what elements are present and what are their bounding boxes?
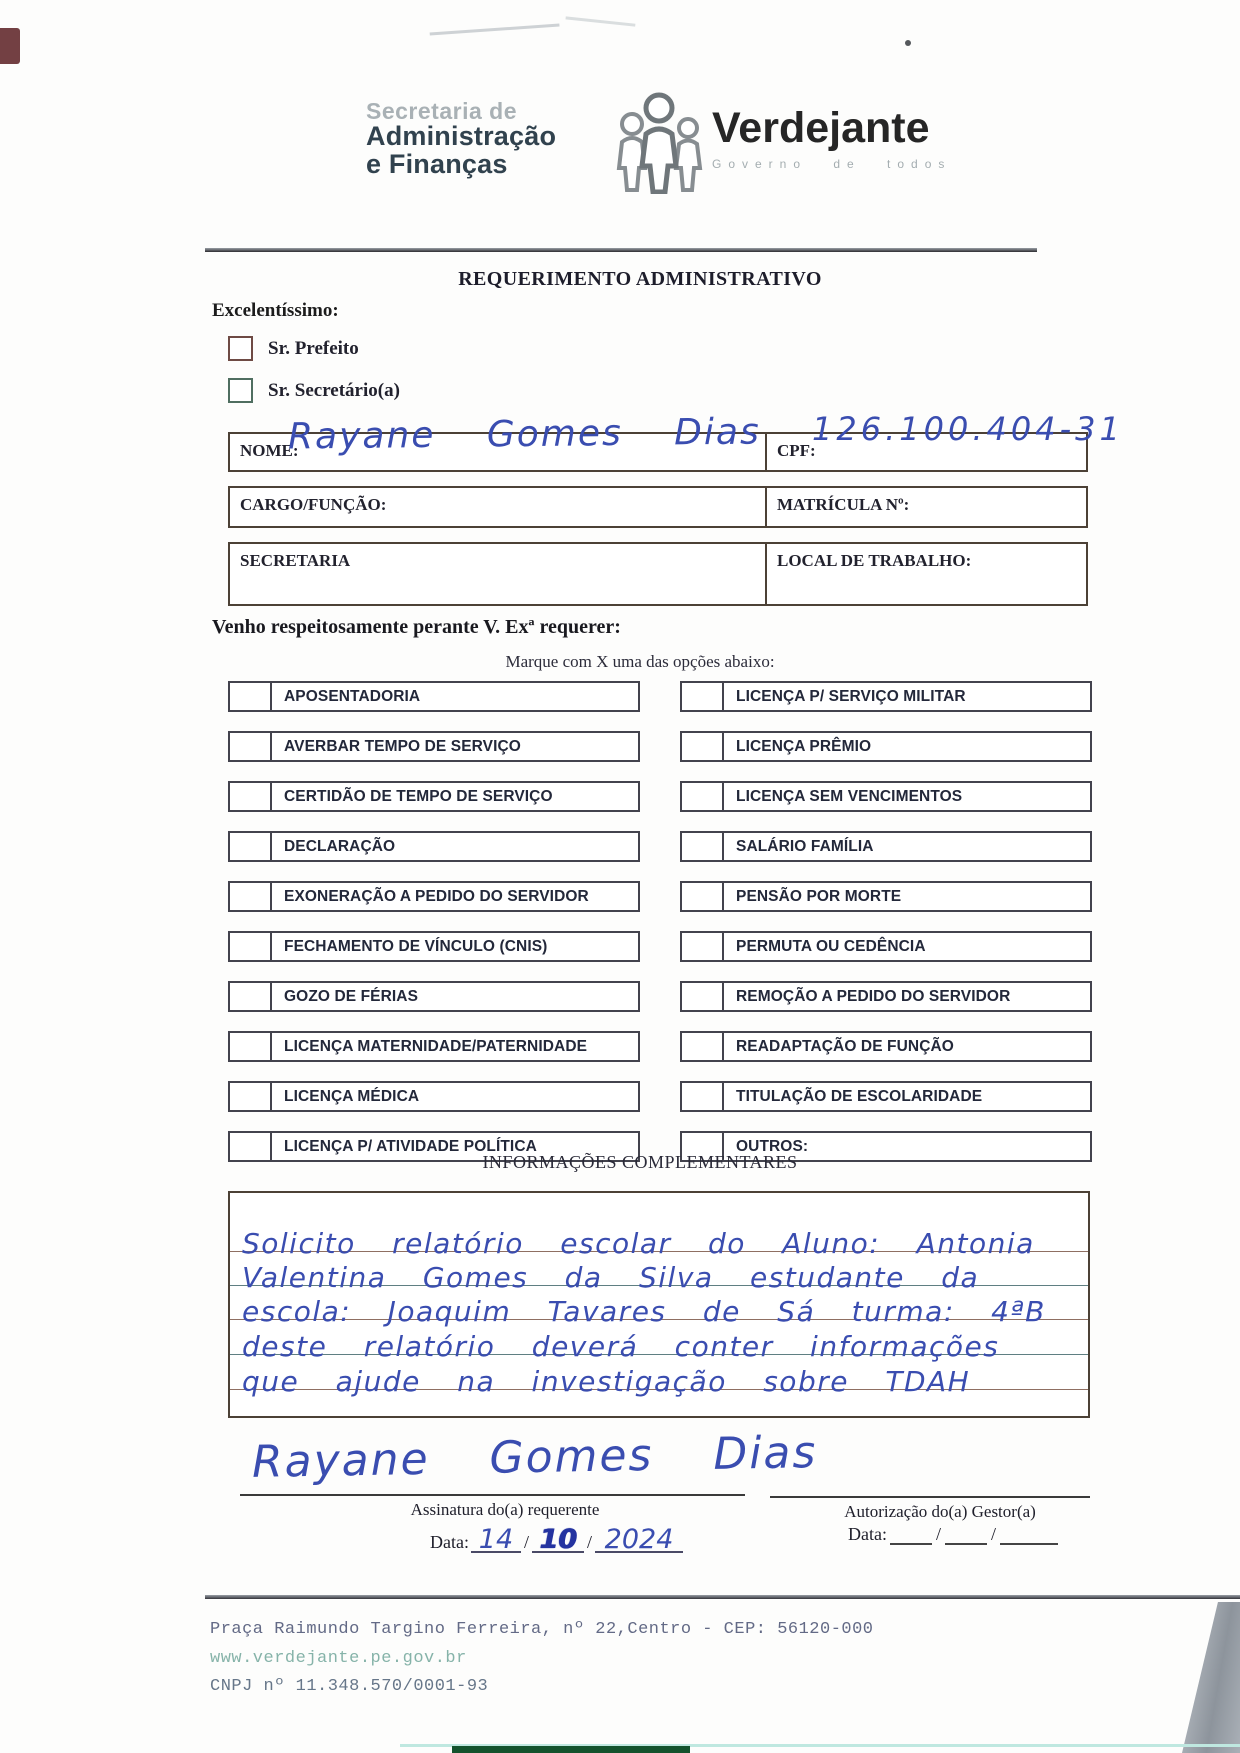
option-checkbox[interactable] [230,683,272,710]
cargo-field[interactable] [230,488,767,526]
scan-artifact-wedge [1182,1602,1240,1753]
handwritten-date-day: 14 [478,1524,514,1555]
request-intro: Venho respeitosamente perante V. Exª requerer: [212,616,621,638]
options-column-left [228,681,640,1181]
option-row [680,681,1092,712]
option-row [228,831,640,862]
option-label: LICENÇA P/ ATIVIDADE POLÍTICA [284,1138,537,1155]
option-checkbox[interactable] [682,683,724,710]
option-checkbox[interactable] [230,733,272,760]
footer-divider [205,1595,1240,1599]
complementary-title: INFORMAÇÕES COMPLEMENTARES [482,1152,798,1172]
checkbox[interactable] [228,378,253,403]
options-column-right [680,681,1092,1181]
org-line3: e Finanças [366,148,508,179]
option-checkbox[interactable] [230,1033,272,1060]
option-row [228,881,640,912]
handwritten-date-month: 10 [539,1524,577,1555]
option-label: LICENÇA MÉDICA [284,1088,420,1105]
local-label: LOCAL DE TRABALHO: [777,551,972,570]
field-row-cargo-matricula [228,486,1088,528]
date-month-field[interactable] [532,1520,584,1553]
option-label: GOZO DE FÉRIAS [284,988,419,1005]
option-row [228,1081,640,1112]
option-row [228,931,640,962]
complementary-line-row [230,1252,1088,1294]
complementary-line-row [230,1390,1088,1416]
scan-artifact-green-bar [452,1746,690,1753]
option-label: SALÁRIO FAMÍLIA [736,838,874,855]
option-label: TITULAÇÃO DE ESCOLARIDADE [736,1088,983,1105]
handwritten-text: Valentina Gomes da Silva estudante da [242,1261,980,1294]
nome-label: NOME: [240,441,299,460]
option-checkbox[interactable] [682,983,724,1010]
option-label: LICENÇA PRÊMIO [736,738,872,755]
addressee-option [228,378,400,403]
option-row [680,781,1092,812]
handwritten-cpf: 126.100.404-31 [812,410,1124,448]
option-label: PERMUTA OU CEDÊNCIA [736,938,926,955]
date-slash: / [523,1532,529,1552]
addressee-option [228,336,400,361]
date-slash: / [935,1524,941,1544]
mark-instruction: Marque com X uma das opções abaixo: [505,652,775,671]
option-label: DECLARAÇÃO [284,838,396,855]
option-checkbox[interactable] [682,933,724,960]
signature-caption: Assinatura do(a) requerente [410,1500,600,1519]
complementary-line-row [230,1193,1088,1260]
handwritten-date-year: 2024 [604,1524,674,1555]
authorization-caption: Autorização do(a) Gestor(a) [844,1502,1036,1521]
brand-block [712,104,951,171]
brand-name: Verdejante [712,104,930,152]
secretaria-label: SECRETARIA [240,551,351,570]
option-label: LICENÇA SEM VENCIMENTOS [736,788,963,805]
handwritten-text: que ajude na investigação sobre TDAH [242,1365,971,1398]
signature-date-row [430,1520,685,1553]
option-row [680,881,1092,912]
footer-address: Praça Raimundo Targino Ferreira, nº 22,Centro - CEP: 56120-000 [210,1620,874,1639]
matricula-label: MATRÍCULA Nº: [777,495,910,514]
handwritten-signature: Rayane Gomes Dias [251,1427,818,1488]
option-checkbox[interactable] [682,783,724,810]
brand-tagline: Governo de todos [712,157,952,171]
signature-line [240,1494,745,1496]
footer-cnpj: CNPJ nº 11.348.570/0001-93 [210,1677,489,1696]
org-title [366,100,556,179]
matricula-field[interactable] [767,488,1086,526]
cargo-label: CARGO/FUNÇÃO: [240,495,387,514]
option-row [228,1031,640,1062]
option-label: EXONERAÇÃO A PEDIDO DO SERVIDOR [284,888,589,905]
salutation-label: Excelentíssimo: [212,300,339,321]
scan-artifact-corner [0,28,20,64]
date-slash: / [991,1524,997,1544]
org-line1: Secretaria de [366,98,517,124]
handwritten-name: Rayane Gomes Dias [287,411,761,458]
authorization-date-row [848,1524,1061,1545]
local-field[interactable] [767,544,1086,604]
option-row [680,1081,1092,1112]
form-title: REQUERIMENTO ADMINISTRATIVO [458,268,822,290]
option-checkbox[interactable] [682,883,724,910]
people-icon [612,90,708,194]
option-checkbox[interactable] [682,733,724,760]
handwritten-text: Solicito relatório escolar do Aluno: Antonia [242,1227,1035,1260]
option-checkbox[interactable] [230,783,272,810]
option-checkbox[interactable] [682,1083,724,1110]
secretaria-field[interactable] [230,544,767,604]
option-checkbox[interactable] [230,1083,272,1110]
auth-date-month-field[interactable] [945,1529,987,1545]
cpf-label: CPF: [777,441,816,460]
auth-date-year-field[interactable] [1000,1529,1058,1545]
addressee-options [228,336,400,420]
org-line2: Administração [366,121,557,152]
option-checkbox[interactable] [682,1033,724,1060]
option-row [228,681,640,712]
option-label: AVERBAR TEMPO DE SERVIÇO [284,738,521,755]
option-label: LICENÇA P/ SERVIÇO MILITAR [736,688,966,705]
option-checkbox[interactable] [230,983,272,1010]
option-row [680,981,1092,1012]
footer-website: www.verdejante.pe.gov.br [210,1649,467,1668]
scan-artifact-squiggle [430,23,561,47]
option-label: READAPTAÇÃO DE FUNÇÃO [736,1038,954,1055]
scan-artifact-squiggle [565,16,636,35]
handwritten-text: escola: Joaquim Tavares de Sá turma: 4ªB [242,1295,1046,1328]
option-row [680,731,1092,762]
date-label: Data: [430,1532,469,1552]
authorization-line [770,1496,1090,1498]
date-year-field[interactable] [595,1520,683,1553]
option-row [228,781,640,812]
handwritten-text: deste relatório deverá conter informações [242,1330,1000,1363]
option-checkbox[interactable] [230,833,272,860]
complementary-line-row [230,1286,1088,1328]
complementary-line-row [230,1320,1088,1363]
checkbox[interactable] [228,336,253,361]
header-divider [205,248,1037,252]
complementary-box[interactable] [228,1191,1090,1418]
option-row [228,731,640,762]
option-checkbox[interactable] [230,883,272,910]
complementary-line-row [230,1355,1088,1398]
date-label: Data: [848,1524,887,1544]
option-label: OUTROS: [736,1138,809,1155]
field-row-secretaria-local [228,542,1088,606]
addressee-label: Sr. Prefeito [268,337,359,359]
scan-artifact-dot [905,40,911,46]
auth-date-day-field[interactable] [890,1529,932,1545]
date-slash: / [587,1532,593,1552]
option-row [680,831,1092,862]
option-row [680,1031,1092,1062]
option-label: APOSENTADORIA [284,688,421,705]
option-label: CERTIDÃO DE TEMPO DE SERVIÇO [284,788,553,805]
date-day-field[interactable] [471,1520,521,1553]
option-label: LICENÇA MATERNIDADE/PATERNIDADE [284,1038,588,1055]
option-row [680,931,1092,962]
option-label: REMOÇÃO A PEDIDO DO SERVIDOR [736,988,1011,1005]
option-checkbox[interactable] [230,933,272,960]
option-label: FECHAMENTO DE VÍNCULO (CNIS) [284,938,548,955]
option-label: PENSÃO POR MORTE [736,888,902,905]
option-row [228,981,640,1012]
option-checkbox[interactable] [682,833,724,860]
addressee-label: Sr. Secretário(a) [268,379,400,401]
